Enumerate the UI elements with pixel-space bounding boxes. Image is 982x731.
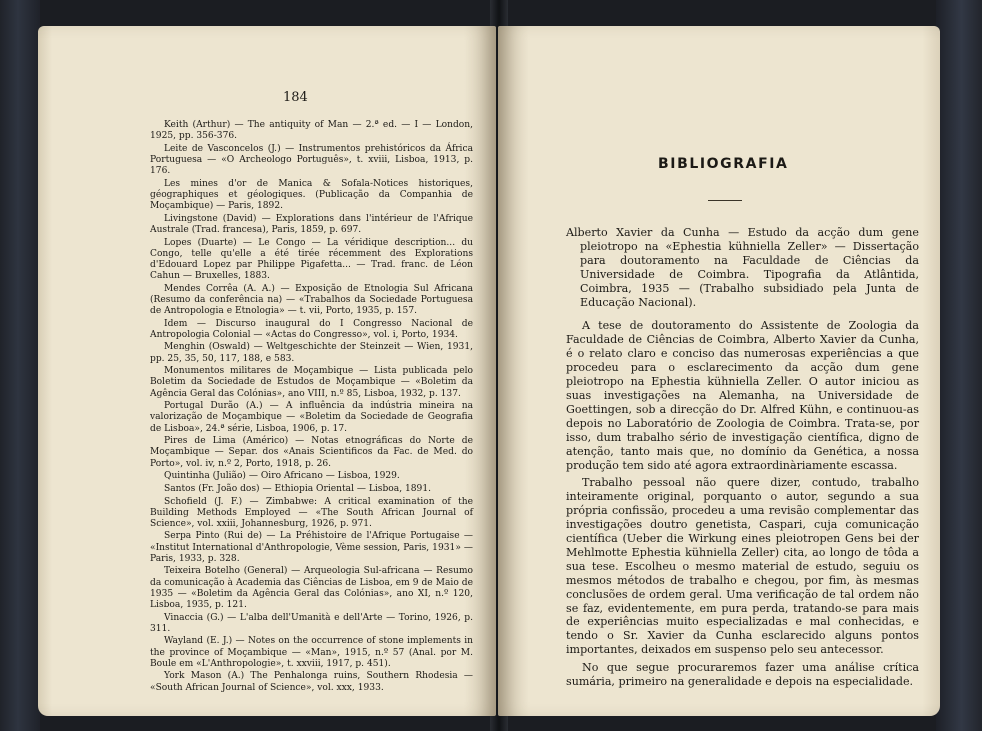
bib-entry: Livingstone (David) — Explorations dans l'intérieur de l'Afrique Australe (Trad. francesa), Paris, 1859, p. 697. (150, 213, 473, 235)
bib-entry: Schofield (J. F.) — Zimbabwe: A critical examination of the Building Methods Employed — «The South African Journal of Science», vol. xxiii, Johannesburg, 1926, p. 971. (150, 496, 473, 529)
bib-entry: York Mason (A.) The Penhalonga ruins, Southern Rhodesia — «South African Journal of Science», vol. xxx, 1933. (150, 671, 473, 693)
bib-entry: Keith (Arthur) — The antiquity of Man — 2.ª ed. — I — London, 1925, pp. 356-376. (150, 120, 473, 142)
review-paragraph: Trabalho pessoal não quere dizer, contudo, trabalho inteiramente original, porquanto o autor, segundo a sua própria confissão, procedeu a uma revisão complementar das investigações doutro genetista, Caspari, cuja comunicação científica (Ueber die Wirkung eines pleiotropen Gens bei der Mehlmotte Ephestia kühniella Zeller) cita, ao longo de tôda a sua tese. Escolheu o mesmo material de estudo, seguiu os mesmos métodos de trabalho e chegou, por fim, às mesmas conclusões de ordem geral. Uma verificação de tal ordem não se faz, evidentemente, em pura perda, tratando-se para mais de experiências muito especializadas e mal conhecidas, e tendo o Sr. Xavier da Cunha esclarecido alguns pontos importantes, deixados em suspenso pelo seu antecessor. (566, 476, 919, 657)
bib-entry: Pires de Lima (Américo) — Notas etnográficas do Norte de Moçambique — Separ. dos «Anais Scientificos da Fac. de Med. do Porto», vol. iv, n.º 2, Porto, 1918, p. 26. (150, 436, 473, 469)
bib-entry: Monumentos militares de Moçambique — Lista publicada pelo Boletim da Sociedade de Estudos de Moçambique — «Boletim da Agência Geral das Colónias», ano VIII, n.º 85, Lisboa, 1932, p. 137. (150, 366, 473, 399)
heading-rule (708, 200, 742, 201)
bib-entry: Menghin (Oswald) — Weltgeschichte der Steinzeit — Wien, 1931, pp. 25, 35, 50, 117, 188, e 583. (150, 342, 473, 364)
bib-entry: Les mines d'or de Manica & Sofala-Notices historiques, géographiques et géologiques. (Publicação da Companhia de Moçambique) — Paris, 1892. (150, 178, 473, 212)
book-cover-right (936, 0, 982, 731)
reviewed-work-citation: Alberto Xavier da Cunha — Estudo da acção dum gene pleiotropo na «Ephestia kühniella Zeller» — Dissertação para doutoramento na Faculdade de Ciências da Universidade de Coimbra. Tipografia da Atlântida, Coimbra, 1935 — (Trabalho subsidiado pela Junta de Educação Nacional). (566, 226, 919, 309)
bib-entry: Mendes Corrêa (A. A.) — Exposição de Etnologia Sul Africana (Resumo da conferência na) — «Trabalhos da Sociedade Portuguesa de Antropologia e Etnologia» — t. vii, Porto, 1935, p. 157. (150, 283, 473, 316)
review-text (566, 226, 919, 693)
review-paragraph: No que segue procuraremos fazer uma análise crítica sumária, primeiro na generalidade e depois na especialidade. (566, 661, 919, 689)
section-heading: BIBLIOGRAFIA (658, 156, 789, 172)
bib-entry: Teixeira Botelho (General) — Arqueologia Sul-africana — Resumo da comunicação à Academia das Ciências de Lisboa, em 9 de Maio de 1935 — «Boletim da Agência Geral das Colónias», ano XI, n.º 120, Lisboa, 1935, p. 121. (150, 566, 473, 610)
bibliography-list (150, 120, 473, 695)
book-cover-left (0, 0, 40, 731)
page-number: 184 (283, 90, 308, 105)
bib-entry: Quintinha (Julião) — Oiro Africano — Lisboa, 1929. (164, 471, 400, 482)
bib-entry: Portugal Durão (A.) — A influência da indústria mineira na valorização de Moçambique — «Boletim da Sociedade de Geografia de Lisboa», 24.ª série, Lisboa, 1906, p. 17. (150, 401, 473, 434)
bib-entry: Idem — Discurso inaugural do I Congresso Nacional de Antropologia Colonial — «Actas do Congresso», vol. i, Porto, 1934. (150, 318, 473, 340)
bib-entry: Santos (Fr. João dos) — Ethiopia Oriental — Lisboa, 1891. (164, 483, 432, 494)
right-page (498, 26, 940, 716)
review-paragraph: A tese de doutoramento do Assistente de Zoologia da Faculdade de Ciências de Coimbra, Alberto Xavier da Cunha, é o relato claro e conciso das numerosas experiências a que procedeu para o esclarecimento da acção dum gene pleiotropo na Ephestia kühniella Zeller. O autor iniciou as suas investigações na Alemanha, na Universidade de Goettingen, sob a direcção do Dr. Alfred Kühn, e continuou-as depois no Laboratório de Zoologia de Coimbra. Trata-se, por isso, dum trabalho sério de investigação científica, digno de atenção, tanto mais que, no domínio da Genética, a nossa produção tem sido até agora extraordinàriamente escassa. (566, 319, 919, 472)
bib-entry: Wayland (E. J.) — Notes on the occurrence of stone implements in the province of Moçambique — «Man», 1915, n.º 57 (Anal. por M. Boule em «L'Anthropologie», t. xxviii, 1917, p. 451). (150, 636, 473, 669)
bib-entry: Vinaccia (G.) — L'alba dell'Umanità e dell'Arte — Torino, 1926, p. 311. (150, 612, 473, 634)
left-page (38, 26, 496, 716)
bib-entry: Serpa Pinto (Rui de) — La Préhistoire de l'Afrique Portugaise — «Institut International d'Anthropologie, Vème session, Paris, 1931» — Paris, 1933, p. 328. (150, 531, 473, 564)
bib-entry: Leite de Vasconcelos (J.) — Instrumentos prehistóricos da África Portuguesa — «O Archeologo Português», t. xviii, Lisboa, 1913, p. 176. (150, 143, 473, 177)
bib-entry: Lopes (Duarte) — Le Congo — La véridique description... du Congo, telle qu'elle a été tirée récemment des Explorations d'Edouard Lopez par Philippe Pigafetta... — Trad. franc. de Léon Cahun — Bruxelles, 1883. (150, 237, 473, 282)
